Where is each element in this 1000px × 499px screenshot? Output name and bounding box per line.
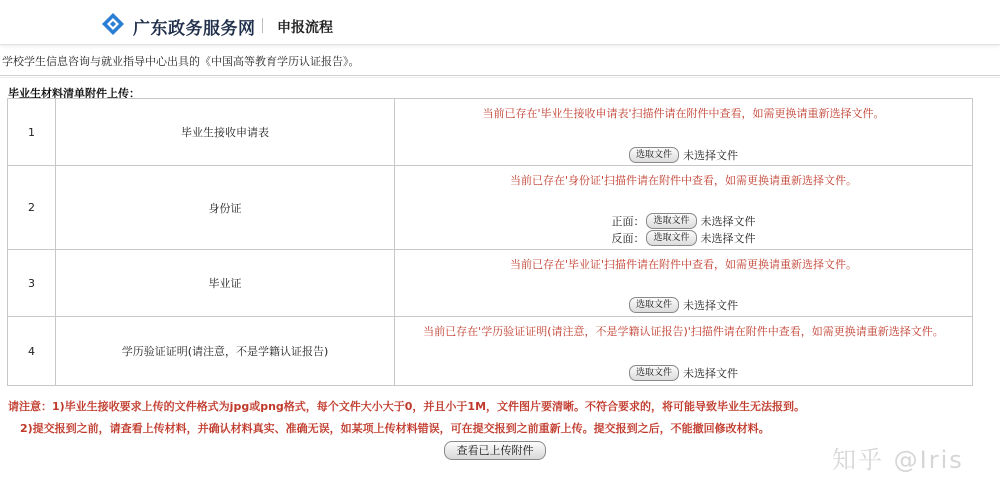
upload-cell	[395, 317, 973, 386]
row-number: 1	[8, 99, 56, 166]
front-label: 正面：	[611, 215, 645, 228]
header-divider	[262, 18, 263, 33]
document-name: 毕业生接收申请表	[56, 99, 395, 166]
document-name: 身份证	[56, 166, 395, 250]
file-input[interactable]	[395, 297, 972, 313]
view-uploaded-attachments-button[interactable]: 查看已上传附件	[444, 441, 546, 460]
file-input[interactable]	[395, 365, 972, 381]
table-row	[8, 317, 973, 386]
watermark: 知乎 @Iris	[832, 446, 964, 474]
attachments-table	[7, 98, 973, 386]
existing-file-notice: 当前已存在'身份证'扫描件请在附件中查看，如需更换请重新选择文件。	[509, 174, 858, 187]
choose-file-button[interactable]: 选取文件	[629, 147, 679, 163]
upload-cell	[395, 166, 973, 250]
no-file-text: 未选择文件	[683, 149, 738, 162]
site-header	[0, 0, 1000, 45]
attachments-title: 毕业生材料清单附件上传：	[8, 87, 140, 100]
submission-note: 2)提交报到之前，请查看上传材料，并确认材料真实、准确无误，如某项上传材料错误，可在提交报到之前重新上传。提交报到之后，不能撤回修改材料。	[20, 422, 770, 435]
back-label: 反面：	[611, 232, 645, 245]
row-number: 2	[8, 166, 56, 250]
no-file-text: 未选择文件	[683, 367, 738, 380]
divider	[0, 75, 1000, 76]
divider	[0, 77, 1000, 78]
file-input[interactable]	[395, 147, 972, 163]
choose-file-button[interactable]: 选取文件	[646, 213, 696, 229]
upload-requirements-note: 请注意：1)毕业生接收要求上传的文件格式为jpg或png格式，每个文件大小大于0，并且小于1M，文件图片要清晰。不符合要求的，将可能导致毕业生无法报到。	[8, 400, 806, 413]
table-row	[8, 99, 973, 166]
page-section-title: 申报流程	[277, 20, 333, 36]
site-title[interactable]: 广东政务服务网	[133, 19, 256, 39]
existing-file-notice: 当前已存在'毕业证'扫描件请在附件中查看，如需更换请重新选择文件。	[509, 258, 858, 271]
intro-text: 学校学生信息咨询与就业指导中心出具的《中国高等教育学历认证报告》。	[2, 55, 360, 68]
document-name: 学历验证证明(请注意，不是学籍认证报告)	[56, 317, 395, 386]
no-file-text: 未选择文件	[700, 232, 756, 245]
row-number: 4	[8, 317, 56, 386]
choose-file-button[interactable]: 选取文件	[629, 297, 679, 313]
upload-cell	[395, 250, 973, 317]
no-file-text: 未选择文件	[683, 299, 738, 312]
row-number: 3	[8, 250, 56, 317]
logo-icon	[101, 12, 125, 36]
table-row	[8, 166, 973, 250]
no-file-text: 未选择文件	[700, 215, 756, 228]
document-name: 毕业证	[56, 250, 395, 317]
file-input-back[interactable]	[395, 230, 972, 246]
existing-file-notice: 当前已存在'学历验证证明(请注意，不是学籍认证报告)'扫描件请在附件中查看，如需更换请重新选择文件。	[423, 325, 944, 338]
table-row	[8, 250, 973, 317]
choose-file-button[interactable]: 选取文件	[629, 365, 679, 381]
upload-cell	[395, 99, 973, 166]
file-input-front[interactable]	[395, 213, 972, 229]
existing-file-notice: 当前已存在'毕业生接收申请表'扫描件请在附件中查看，如需更换请重新选择文件。	[482, 107, 885, 120]
choose-file-button[interactable]: 选取文件	[646, 230, 696, 246]
